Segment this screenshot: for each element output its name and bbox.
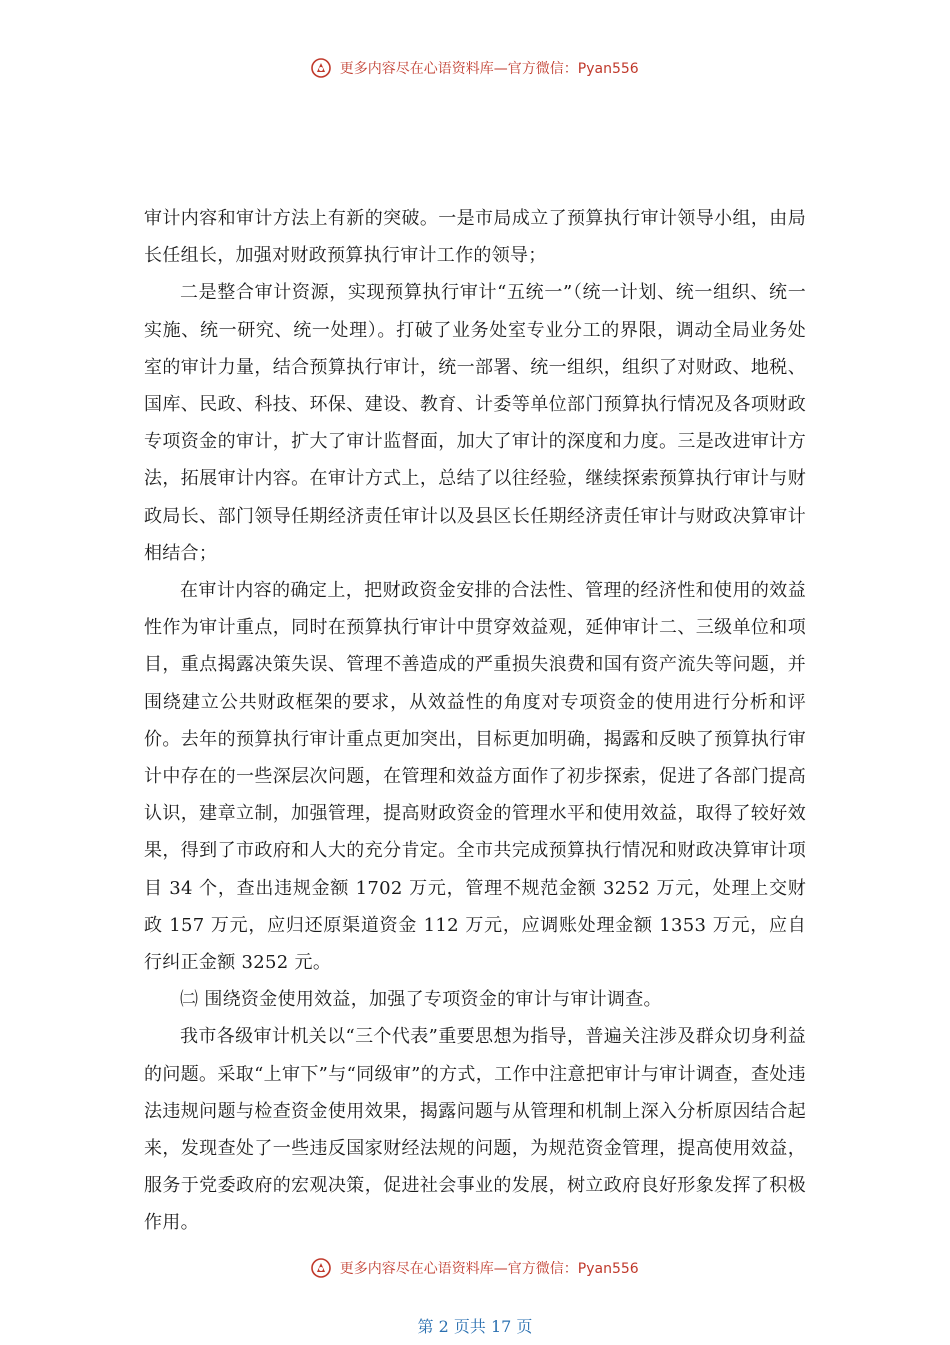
paragraph-2: 二是整合审计资源，实现预算执行审计“五统一”（统一计划、统一组织、统一实施、统一研究、统一处理）。打破了业务处室专业分工的界限，调动全局业务处室的审计力量，结合预算执行审计，统一部署、统一组织，组织了对财政、地税、国库、民政、科技、环保、建设、教育、计委等单位部门预算执行情况及各项财政专项资金的审计，扩大了审计监督面，加大了审计的深度和力度。三是改进审计方法，拓展审计内容。在审计方式上，总结了以往经验，继续探索预算执行审计与财政局长、部门领导任期经济责任审计以及县区长任期经济责任审计与财政决算审计相结合； — [144, 282, 806, 564]
watermark-logo-icon — [311, 58, 331, 78]
paragraph-4: 我市各级审计机关以“三个代表”重要思想为指导，普遍关注涉及群众切身利益的问题。采取“上审下”与“同级审”的方式，工作中注意把审计与审计调查，查处违法违规问题与检查资金使用效果，揭露问题与从管理和机制上深入分析原因结合起来，发现查处了一些违反国家财经法规的问题，为规范资金管理，提高使用效益，服务于党委政府的宏观决策，促进社会事业的发展，树立政府良好形象发挥了积极作用。 — [144, 1026, 806, 1234]
watermark-text: 更多内容尽在心语资料库—官方微信：Pyan556 — [339, 1261, 639, 1277]
watermark-text: 更多内容尽在心语资料库—官方微信：Pyan556 — [339, 61, 639, 77]
watermark-footer — [0, 1258, 950, 1278]
paragraph-3: 在审计内容的确定上，把财政资金安排的合法性、管理的经济性和使用的效益性作为审计重点，同时在预算执行审计中贯穿效益观，延伸审计二、三级单位和项目，重点揭露决策失误、管理不善造成的严重损失浪费和国有资产流失等问题，并围绕建立公共财政框架的要求，从效益性的角度对专项资金的使用进行分析和评价。去年的预算执行审计重点更加突出，目标更加明确，揭露和反映了预算执行审计中存在的一些深层次问题，在管理和效益方面作了初步探索，促进了各部门提高认识，建章立制，加强管理，提高财政资金的管理水平和使用效益，取得了较好效果，得到了市政府和人大的充分肯定。全市共完成预算执行情况和财政决算审计项目 34 个，查出违规金额 1702 万元，管理不规范金额 3252 万元，处理上交财政 157 万元，应归还原渠道资金 112 万元，应调账处理金额 1353 万元，应自行纠正金额 3252 元。 — [144, 580, 806, 974]
watermark-header — [0, 58, 950, 78]
paragraph-1: 审计内容和审计方法上有新的突破。一是市局成立了预算执行审计领导小组，由局长任组长，加强对财政预算执行审计工作的领导； — [144, 208, 806, 267]
document-body — [144, 200, 806, 1242]
section-heading: ㈡ 围绕资金使用效益，加强了专项资金的审计与审计调查。 — [180, 989, 662, 1011]
watermark-logo-icon — [311, 1258, 331, 1278]
page-number: 第 2 页共 17 页 — [417, 1317, 533, 1336]
